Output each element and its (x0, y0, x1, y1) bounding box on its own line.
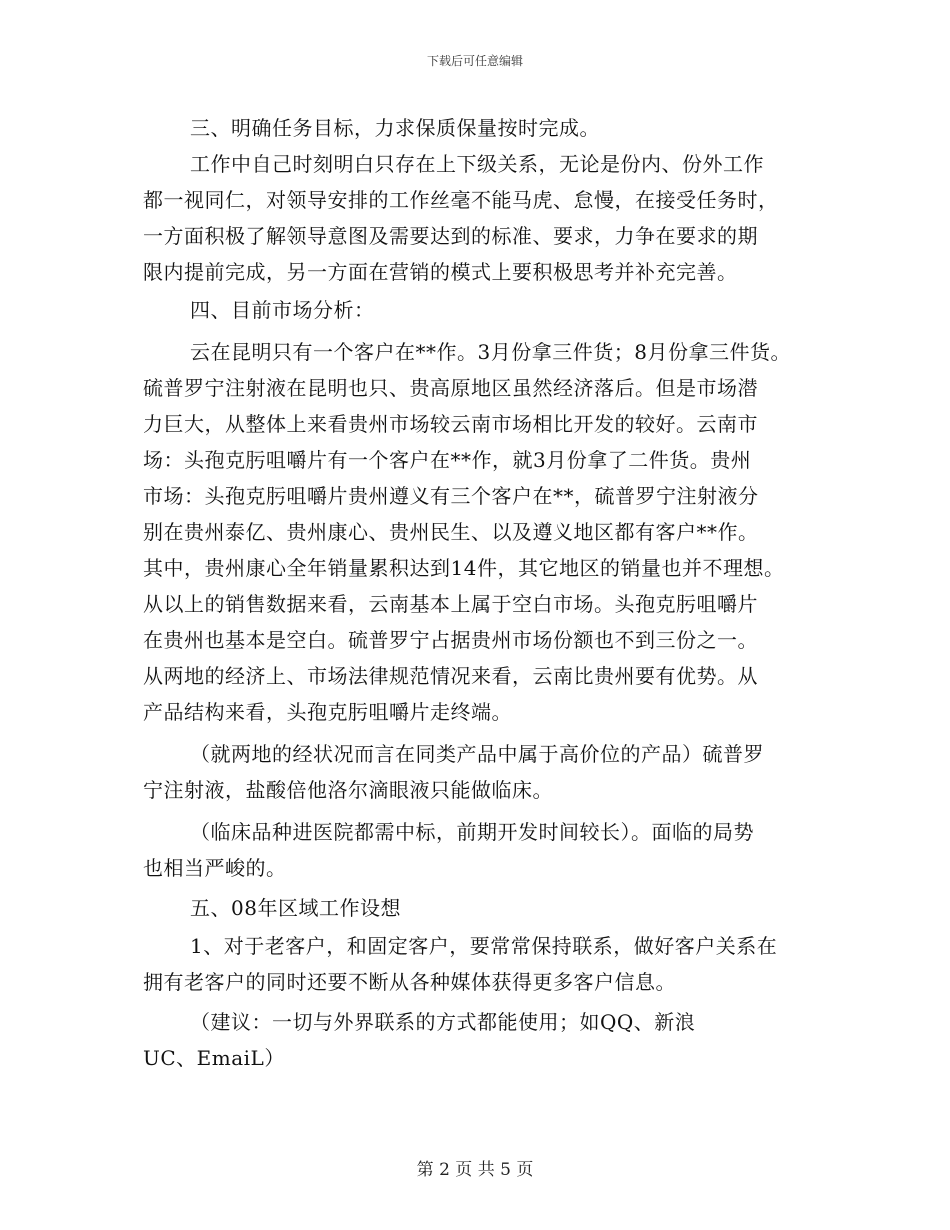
body-line: 一方面积极了解领导意图及需要达到的标准、要求，力争在要求的期 (143, 224, 758, 248)
body-line: 四、目前市场分析： (190, 298, 375, 322)
body-line: 从以上的销售数据来看，云南基本上属于空白市场。头孢克肟咀嚼片 (143, 592, 758, 616)
body-line: 硫普罗宁注射液在昆明也只、贵高原地区虽然经济落后。但是市场潜 (143, 376, 758, 400)
body-line: 三、明确任务目标，力求保质保量按时完成。 (190, 116, 600, 140)
body-line: 云在昆明只有一个客户在**作。3月份拿三件货；8月份拿三件货。 (190, 340, 791, 364)
body-line: 工作中自己时刻明白只存在上下级关系，无论是份内、份外工作 (190, 152, 764, 176)
body-line: 1、对于老客户，和固定客户，要常常保持联系，做好客户关系在 (190, 934, 778, 958)
page-header: 下载后可任意编辑 (426, 54, 523, 68)
page-footer: 第 2 页 共 5 页 (416, 1160, 534, 1180)
body-line: 场：头孢克肟咀嚼片有一个客户在**作，就3月份拿了二件货。贵州 (143, 448, 752, 472)
body-line: 在贵州也基本是空白。硫普罗宁占据贵州市场份额也不到三份之一。 (143, 628, 758, 652)
body-line: 都一视同仁，对领导安排的工作丝毫不能马虎、怠慢，在接受任务时， (143, 188, 779, 212)
body-line: 别在贵州泰亿、贵州康心、贵州民生、以及遵义地区都有客户**作。 (143, 520, 759, 544)
body-line: 限内提前完成，另一方面在营销的模式上要积极思考并补充完善。 (143, 260, 738, 284)
body-line: 五、08年区域工作设想 (190, 896, 401, 920)
body-line: 力巨大，从整体上来看贵州市场较云南市场相比开发的较好。云南市 (143, 412, 758, 436)
body-line: （临床品种进医院都需中标，前期开发时间较长）。面临的局势 (190, 820, 754, 844)
body-line: 产品结构来看，头孢克肟咀嚼片走终端。 (143, 700, 512, 724)
body-line: （就两地的经状况而言在同类产品中属于高价位的产品）硫普罗 (190, 742, 764, 766)
body-line: UC、EmaiL） (143, 1046, 285, 1070)
body-line: 宁注射液，盐酸倍他洛尔滴眼液只能做临床。 (143, 778, 553, 802)
body-line: 其中，贵州康心全年销量累积达到14件，其它地区的销量也并不理想。 (143, 556, 785, 580)
body-line: 拥有老客户的同时还要不断从各种媒体获得更多客户信息。 (143, 970, 676, 994)
body-line: 市场：头孢克肟咀嚼片贵州遵义有三个客户在**，硫普罗宁注射液分 (143, 484, 759, 508)
body-line: 也相当严峻的。 (143, 856, 287, 880)
body-line: （建议：一切与外界联系的方式都能使用；如QQ、新浪 (190, 1010, 696, 1034)
body-line: 从两地的经济上、市场法律规范情况来看，云南比贵州要有优势。从 (143, 664, 758, 688)
